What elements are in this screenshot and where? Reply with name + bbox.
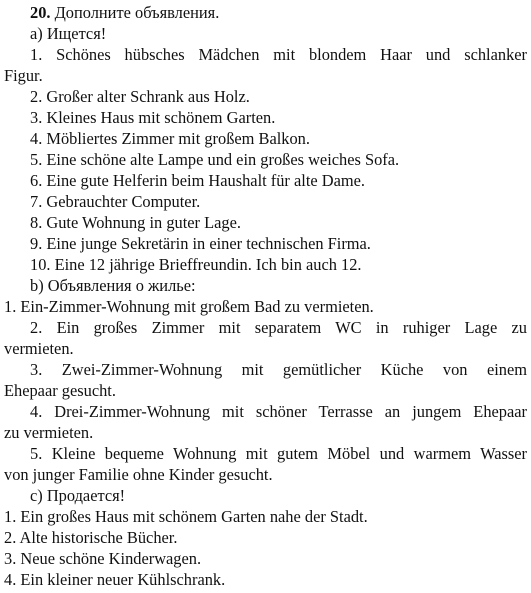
section-a-item-9: 9. Eine junge Sekretärin in einer technischen Firma.	[30, 234, 371, 253]
section-a-item-4: 4. Möbliertes Zimmer mit großem Balkon.	[30, 129, 310, 148]
exercise-number: 20.	[30, 3, 51, 22]
section-b-item-1: 1. Ein-Zimmer-Wohnung mit großem Bad zu vermieten.	[4, 297, 374, 316]
section-a-item-2: 2. Großer alter Schrank aus Holz.	[30, 87, 250, 106]
section-b-heading: b) Объявления о жилье:	[30, 276, 196, 295]
section-c-heading: c) Продается!	[30, 486, 126, 505]
section-b-item-2-line-2: vermieten.	[4, 339, 74, 358]
section-b-item-2-line-1: 2. Ein großes Zimmer mit separatem WC in ruhiger Lage zu	[30, 318, 527, 337]
section-a-item-10: 10. Eine 12 jährige Brieffreundin. Ich bin auch 12.	[30, 255, 362, 274]
section-a-item-8: 8. Gute Wohnung in guter Lage.	[30, 213, 241, 232]
section-b-item-4-line-2: zu vermieten.	[4, 423, 94, 442]
section-a-item-3: 3. Kleines Haus mit schönem Garten.	[30, 108, 276, 127]
exercise-title: Дополните объявления.	[54, 3, 220, 22]
section-a-item-5: 5. Eine schöne alte Lampe und ein großes weiches Sofa.	[30, 150, 400, 169]
section-b-item-3-line-1: 3. Zwei-Zimmer-Wohnung mit gemütlicher Küche von einem	[30, 360, 527, 379]
section-c-item-1: 1. Ein großes Haus mit schönem Garten nahe der Stadt.	[4, 507, 368, 526]
section-b-item-5-line-1: 5. Kleine bequeme Wohnung mit gutem Möbel und warmem Wasser	[30, 444, 527, 463]
section-a-item-1-line-1: 1. Schönes hübsches Mädchen mit blondem Haar und schlanker	[30, 45, 527, 64]
section-b-item-4-line-1: 4. Drei-Zimmer-Wohnung mit schöner Terrasse an jungem Ehepaar	[30, 402, 527, 421]
section-b-item-5-line-2: von junger Familie ohne Kinder gesucht.	[4, 465, 273, 484]
section-a-heading: а) Ищется!	[30, 24, 107, 43]
section-c-item-3: 3. Neue schöne Kinderwagen.	[4, 549, 202, 568]
section-c-item-4: 4. Ein kleiner neuer Kühlschrank.	[4, 570, 226, 589]
section-b-item-3-line-2: Ehepaar gesucht.	[4, 381, 116, 400]
section-a-item-7: 7. Gebrauchter Computer.	[30, 192, 201, 211]
section-a-item-1-line-2: Figur.	[4, 66, 43, 85]
section-c-item-2: 2. Alte historische Bücher.	[4, 528, 178, 547]
exercise-heading	[4, 2, 527, 23]
section-a-item-6: 6. Eine gute Helferin beim Haushalt für alte Dame.	[30, 171, 365, 190]
